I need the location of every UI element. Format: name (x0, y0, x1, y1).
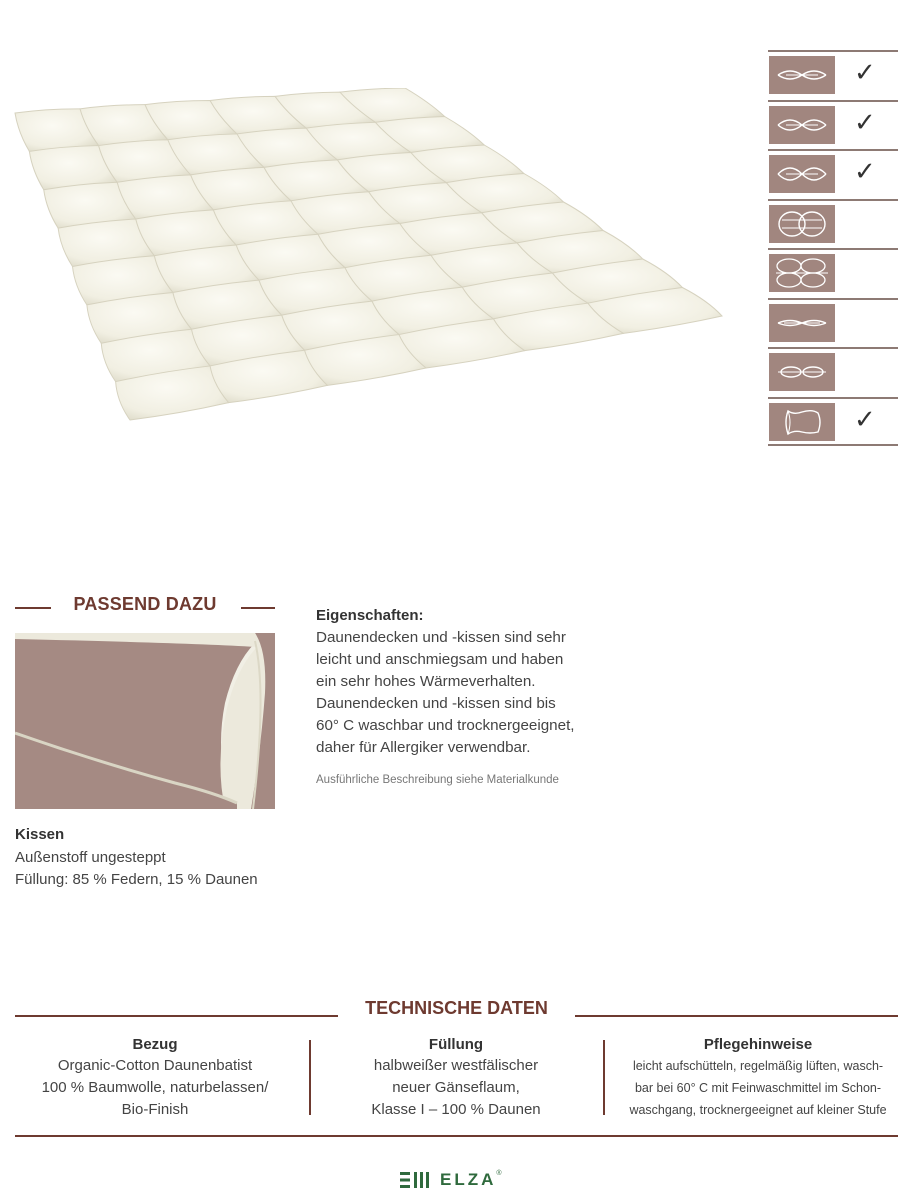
column-divider (603, 1040, 605, 1115)
icon-row (768, 248, 898, 298)
wave-icon-7 (769, 353, 835, 391)
tech-line: leicht aufschütteln, regelmäßig lüften, wasch- (632, 1059, 884, 1073)
elza-logo-text: ELZA (440, 1170, 497, 1189)
product-line: Füllung: 85 % Federn, 15 % Daunen (15, 871, 258, 888)
heading-rule-right (241, 607, 275, 609)
product-line: Außenstoff ungesteppt (15, 849, 166, 866)
tech-line: bar bei 60° C mit Feinwaschmittel im Schon- (634, 1081, 882, 1095)
tech-bottom-rule (15, 1135, 898, 1137)
wave-icon-4 (769, 205, 835, 243)
icon-row (768, 100, 898, 150)
pillow-image (15, 633, 275, 809)
tech-column-bezug (15, 1035, 295, 1121)
tech-line: waschgang, trocknergeeignet auf kleiner Stufe (629, 1103, 887, 1117)
tech-column-pflegehinweise (612, 1035, 904, 1121)
technische-daten-heading (15, 998, 898, 1024)
check-icon: ✓ (854, 157, 876, 187)
elza-logo-mark-icon (400, 1172, 436, 1188)
icon-row (768, 298, 898, 348)
column-divider (309, 1040, 311, 1115)
check-icon: ✓ (854, 404, 876, 435)
product-title: Kissen (15, 826, 65, 843)
eigenschaften-line: 60° C waschbar und trocknergeeignet, (316, 717, 575, 734)
icon-row (768, 50, 898, 100)
eigenschaften-line: daher für Allergiker verwendbar. (316, 739, 531, 756)
eigenschaften-line: Daunendecken und -kissen sind sehr (316, 629, 566, 646)
registered-mark: ® (496, 1169, 502, 1177)
tech-heading: Füllung (428, 1036, 484, 1053)
tech-line: 100 % Baumwolle, naturbelassen/ (41, 1079, 269, 1096)
icon-row (768, 199, 898, 249)
tech-heading: Bezug (132, 1036, 178, 1053)
materialkunde-note: Ausführliche Beschreibung siehe Materialkunde (316, 774, 559, 786)
wave-icon-1 (769, 56, 835, 94)
passend-dazu-title: PASSEND DAZU (73, 594, 217, 614)
tech-line: Bio-Finish (121, 1101, 189, 1118)
check-icon: ✓ (854, 58, 876, 88)
eigenschaften-line: ein sehr hohes Wärmeverhalten. (316, 673, 536, 690)
wave-icon-5 (769, 254, 835, 292)
icon-row (768, 149, 898, 199)
icon-row (768, 347, 898, 397)
eigenschaften-line: Daunendecken und -kissen sind bis (316, 695, 556, 712)
technische-daten-title: TECHNISCHE DATEN (365, 998, 548, 1018)
eigenschaften-title: Eigenschaften: (316, 607, 424, 624)
passend-dazu-heading (15, 594, 275, 616)
tech-line: Klasse I – 100 % Daunen (371, 1101, 541, 1118)
tech-line: halbweißer westfälischer (373, 1057, 539, 1074)
feature-icon-list (768, 50, 898, 446)
tech-line: neuer Gänseflaum, (392, 1079, 520, 1096)
eigenschaften-line: leicht und anschmiegsam und haben (316, 651, 564, 668)
tech-line: Organic-Cotton Daunenbatist (57, 1057, 253, 1074)
duvet-image (10, 88, 730, 433)
wave-icon-3 (769, 155, 835, 193)
heading-rule-right (575, 1015, 898, 1017)
icon-row (768, 397, 898, 447)
tech-column-fuellung (316, 1035, 596, 1121)
wave-icon-6 (769, 304, 835, 342)
check-icon: ✓ (854, 107, 876, 138)
wave-icon-2 (769, 106, 835, 144)
elza-logo (400, 1170, 502, 1190)
tech-heading: Pflegehinweise (703, 1036, 813, 1053)
pillow-icon (769, 403, 835, 441)
